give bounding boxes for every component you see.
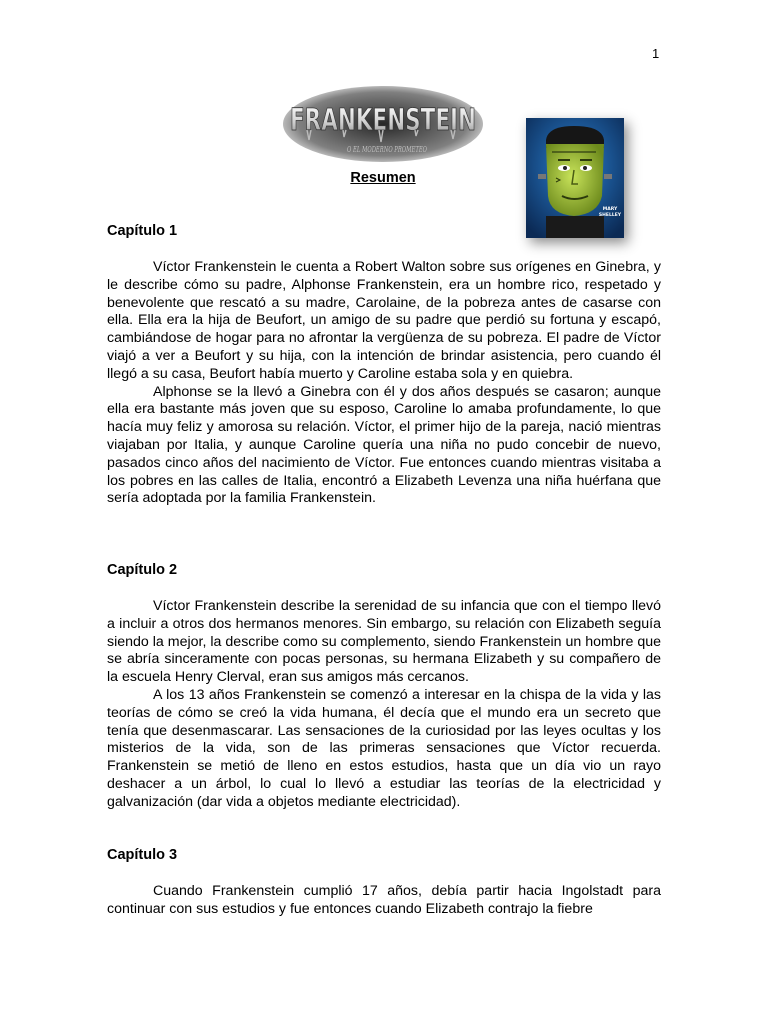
chapter-3-heading: Capítulo 3 — [107, 847, 178, 863]
chapter-2-paragraph-2: A los 13 años Frankenstein se comenzó a interesar en la chispa de la vida y las teorías de cómo se creó la vida humana, él decía que el mundo era un secreto que tenía que desenmascarar. Las sensaciones de la curiosidad por las leyes ocultas y los misterios de la vida, son de las primeras sensaciones que Víctor recuerda. Frankenstein se metió de lleno en estos estudios, hasta que un día vio un rayo deshacer a un árbol, lo cual lo llevó a estudiar las teorías de la electricidad y galvanización (dar vida a objetos mediante electricidad). — [107, 686, 661, 810]
svg-text:FRANKENSTEIN: FRANKENSTEIN — [290, 103, 476, 138]
chapter-1-heading: Capítulo 1 — [107, 223, 178, 239]
chapter-1-body — [107, 259, 661, 508]
chapter-2-paragraph-1: Víctor Frankenstein describe la serenidad de su infancia que con el tiempo llevó a incluir a otros dos hermanos menores. Sin embargo, su relación con Elizabeth seguía siendo la mejor, la describe como su complemento, siendo Frankenstein un hombre que se abría sinceramente con pocas personas, su hermana Elizabeth y su compañero de la escuela Henry Clerval, eran sus amigos más cercanos. — [107, 598, 661, 686]
cover-author-line1: MARY — [602, 207, 618, 212]
book-cover-image — [526, 118, 624, 238]
summary-title: Resumen — [350, 170, 416, 186]
page-number: 1 — [652, 46, 660, 61]
chapter-1-paragraph-1: Víctor Frankenstein le cuenta a Robert Walton sobre sus orígenes en Ginebra, y le describe cómo su padre, Alphonse Frankenstein, era un hombre rico, respetado y benevolente que rescató a su madre, Carolaine, de la pobreza antes de casarse con ella. Ella era la hija de Beufort, un amigo de su padre que perdió su fortuna y escapó, cambiándose de hogar para no afrontar la vergüenza de su pobreza. El padre de Víctor viajó a ver a Beufort y su hija, con la intención de brindar asistencia, pero cuando él llegó a su casa, Beufort había muerto y Caroline estaba sola y en quiebra. — [107, 259, 661, 382]
chapter-3-paragraph-1: Cuando Frankenstein cumplió 17 años, debía partir hacia Ingolstadt para continuar con sus estudios y fue entonces cuando Elizabeth contrajo la fiebre — [107, 883, 661, 917]
frankenstein-logo — [283, 84, 483, 164]
chapter-1-paragraph-2: Alphonse se la llevó a Ginebra con él y dos años después se casaron; aunque ella era bastante más joven que su esposo, Caroline lo amaba profundamente, lo que hacía muy feliz y amorosa su relación. Víctor, el primer hijo de la pareja, nació mientras viajaban por Italia, y aunque Caroline quería una niña no pudo concebir de nuevo, pasados cinco años del nacimiento de Víctor. Fue entonces cuando mientras visitaba a los pobres en las calles de Italia, encontró a Elizabeth Levenza una niña huérfana que sería adoptada por la familia Frankenstein. — [107, 383, 661, 507]
chapter-2-body — [107, 598, 661, 812]
svg-text:O EL MODERNO PROMETEO: O EL MODERNO PROMETEO — [347, 145, 428, 154]
cover-author-line2: SHELLEY — [598, 213, 622, 218]
chapter-2-heading: Capítulo 2 — [107, 562, 178, 578]
chapter-3-body — [107, 883, 661, 919]
